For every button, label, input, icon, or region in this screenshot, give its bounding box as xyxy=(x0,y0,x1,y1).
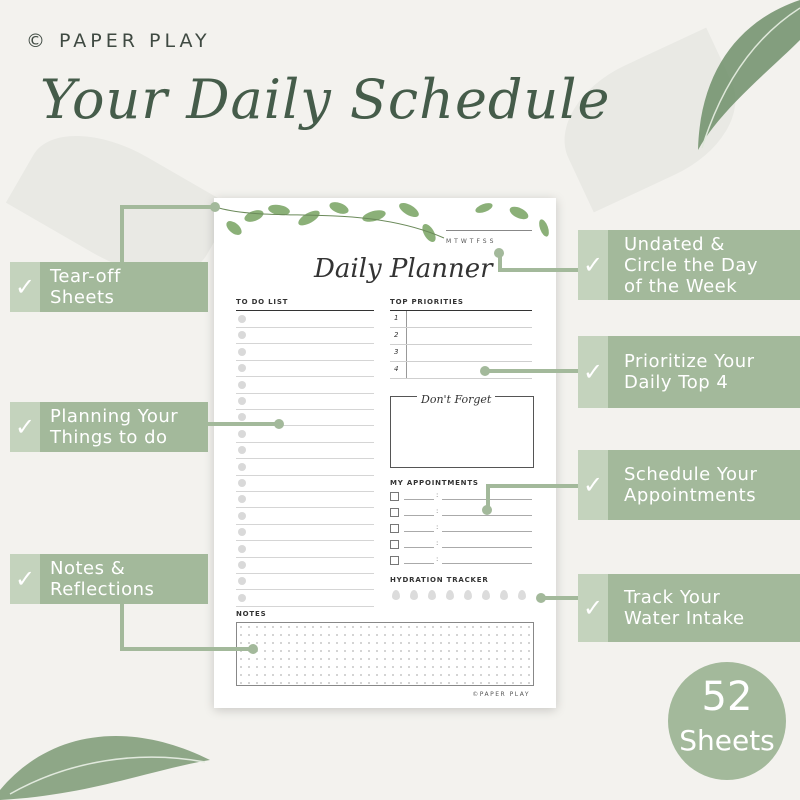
check-icon: ✓ xyxy=(578,336,608,408)
callout-water xyxy=(578,574,800,642)
todo-bullet xyxy=(238,479,246,487)
priority-separator xyxy=(406,311,407,327)
callout-notes xyxy=(10,554,208,604)
todo-bullet xyxy=(238,413,246,421)
appointment-line xyxy=(442,547,532,548)
callout-text: Schedule Your Appointments xyxy=(608,450,800,520)
leaf-decoration-icon xyxy=(0,720,220,800)
todo-row xyxy=(236,491,374,508)
planner-footer-brand: ©PAPER PLAY xyxy=(472,691,530,698)
callout-text: Undated & Circle the Day of the Week xyxy=(608,230,800,300)
todo-bullet xyxy=(238,397,246,405)
todo-row xyxy=(236,573,374,590)
callout-text: Planning Your Things to do xyxy=(40,402,208,452)
date-line xyxy=(446,230,532,231)
time-line xyxy=(404,499,434,500)
connector-dot xyxy=(248,644,258,654)
connector-line xyxy=(120,603,124,651)
todo-row xyxy=(236,590,374,607)
priority-number: 4 xyxy=(394,365,399,373)
todo-bullet xyxy=(238,331,246,339)
todo-row xyxy=(236,311,374,328)
appointment-row xyxy=(390,522,532,536)
todo-row xyxy=(236,508,374,525)
time-line xyxy=(404,531,434,532)
checkbox-icon xyxy=(390,508,399,517)
check-icon: ✓ xyxy=(10,554,40,604)
todo-bullet xyxy=(238,364,246,372)
leaf-decoration-icon xyxy=(680,0,800,160)
todo-bullet xyxy=(238,561,246,569)
appointment-row xyxy=(390,538,532,552)
priority-separator xyxy=(406,328,407,344)
connector-line xyxy=(120,205,218,209)
connector-dot xyxy=(536,593,546,603)
connector-dot xyxy=(210,202,220,212)
time-line xyxy=(404,563,434,564)
check-icon: ✓ xyxy=(10,402,40,452)
check-icon: ✓ xyxy=(578,230,608,300)
headline: Your Daily Schedule xyxy=(40,68,611,131)
time-line xyxy=(404,515,434,516)
todo-bullet xyxy=(238,495,246,503)
connector-line xyxy=(498,268,578,272)
todo-row xyxy=(236,524,374,541)
sheets-word: Sheets xyxy=(679,724,775,757)
todo-bullet xyxy=(238,381,246,389)
connector-dot xyxy=(482,505,492,515)
water-drop-icon xyxy=(428,590,436,600)
callout-schedule xyxy=(578,450,800,520)
water-drop-icon xyxy=(410,590,418,600)
checkbox-icon xyxy=(390,492,399,501)
check-icon: ✓ xyxy=(578,450,608,520)
sheets-count-badge xyxy=(668,662,786,780)
colon-separator: : xyxy=(436,523,439,531)
callout-planning xyxy=(10,402,208,452)
priority-separator xyxy=(406,362,407,378)
priority-row xyxy=(390,328,532,345)
callout-text: Notes & Reflections xyxy=(40,554,208,604)
todo-bullet xyxy=(238,315,246,323)
todo-row xyxy=(236,442,374,459)
appointment-line xyxy=(442,531,532,532)
water-drop-icon xyxy=(482,590,490,600)
check-icon: ✓ xyxy=(578,574,608,642)
todo-bullet xyxy=(238,512,246,520)
leaf-garland-icon xyxy=(214,198,556,258)
dont-forget-box xyxy=(390,393,534,468)
brand-name: © PAPER PLAY xyxy=(26,30,211,52)
hydration-label: HYDRATION TRACKER xyxy=(390,576,489,584)
water-drop-icon xyxy=(392,590,400,600)
connector-line xyxy=(120,205,124,263)
connector-line xyxy=(484,369,578,373)
check-icon: ✓ xyxy=(10,262,40,312)
colon-separator: : xyxy=(436,555,439,563)
todo-row xyxy=(236,459,374,476)
todo-bullet xyxy=(238,430,246,438)
priority-number: 1 xyxy=(394,314,399,322)
colon-separator: : xyxy=(436,539,439,547)
callout-tear-off xyxy=(10,262,208,312)
todo-bullet xyxy=(238,545,246,553)
todo-row xyxy=(236,393,374,410)
time-line xyxy=(404,547,434,548)
callout-text: Tear-off Sheets xyxy=(40,262,208,312)
connector-dot xyxy=(480,366,490,376)
priority-number: 3 xyxy=(394,348,399,356)
todo-row xyxy=(236,426,374,443)
callout-text: Track Your Water Intake xyxy=(608,574,800,642)
callout-text: Prioritize Your Daily Top 4 xyxy=(608,336,800,408)
days-of-week: MTWTFSS xyxy=(446,238,497,245)
priority-separator xyxy=(406,345,407,361)
todo-row xyxy=(236,344,374,361)
todo-bullet xyxy=(238,577,246,585)
todo-row xyxy=(236,327,374,344)
todo-bullet xyxy=(238,528,246,536)
todo-row xyxy=(236,475,374,492)
appointment-line xyxy=(442,515,532,516)
callout-undated xyxy=(578,230,800,300)
planner-sheet xyxy=(214,198,556,708)
appointment-line xyxy=(442,563,532,564)
priority-row xyxy=(390,311,532,328)
dont-forget-title: Don't Forget xyxy=(417,393,495,406)
water-drop-icon xyxy=(464,590,472,600)
notes-label: NOTES xyxy=(236,610,267,618)
todo-row xyxy=(236,360,374,377)
priority-number: 2 xyxy=(394,331,399,339)
checkbox-icon xyxy=(390,556,399,565)
planner-title: Daily Planner xyxy=(314,254,493,284)
todo-row xyxy=(236,377,374,394)
priorities-label: TOP PRIORITIES xyxy=(390,298,464,306)
connector-line xyxy=(120,647,252,651)
water-drop-icon xyxy=(518,590,526,600)
todo-bullet xyxy=(238,348,246,356)
callout-prioritize xyxy=(578,336,800,408)
todo-bullet xyxy=(238,446,246,454)
sheets-count: 52 xyxy=(701,674,753,720)
todo-row xyxy=(236,541,374,558)
connector-dot xyxy=(494,248,504,258)
notes-dot-grid xyxy=(236,622,534,686)
todo-bullet xyxy=(238,463,246,471)
colon-separator: : xyxy=(436,507,439,515)
water-drop-icon xyxy=(446,590,454,600)
water-drop-icon xyxy=(500,590,508,600)
checkbox-icon xyxy=(390,540,399,549)
appointments-label: MY APPOINTMENTS xyxy=(390,479,479,487)
todo-row xyxy=(236,557,374,574)
connector-dot xyxy=(274,419,284,429)
todo-label: TO DO LIST xyxy=(236,298,289,306)
appointment-row xyxy=(390,490,532,504)
todo-bullet xyxy=(238,594,246,602)
priority-row xyxy=(390,345,532,362)
appointment-row xyxy=(390,554,532,568)
appointment-row xyxy=(390,506,532,520)
colon-separator: : xyxy=(436,491,439,499)
checkbox-icon xyxy=(390,524,399,533)
connector-line xyxy=(486,484,578,488)
